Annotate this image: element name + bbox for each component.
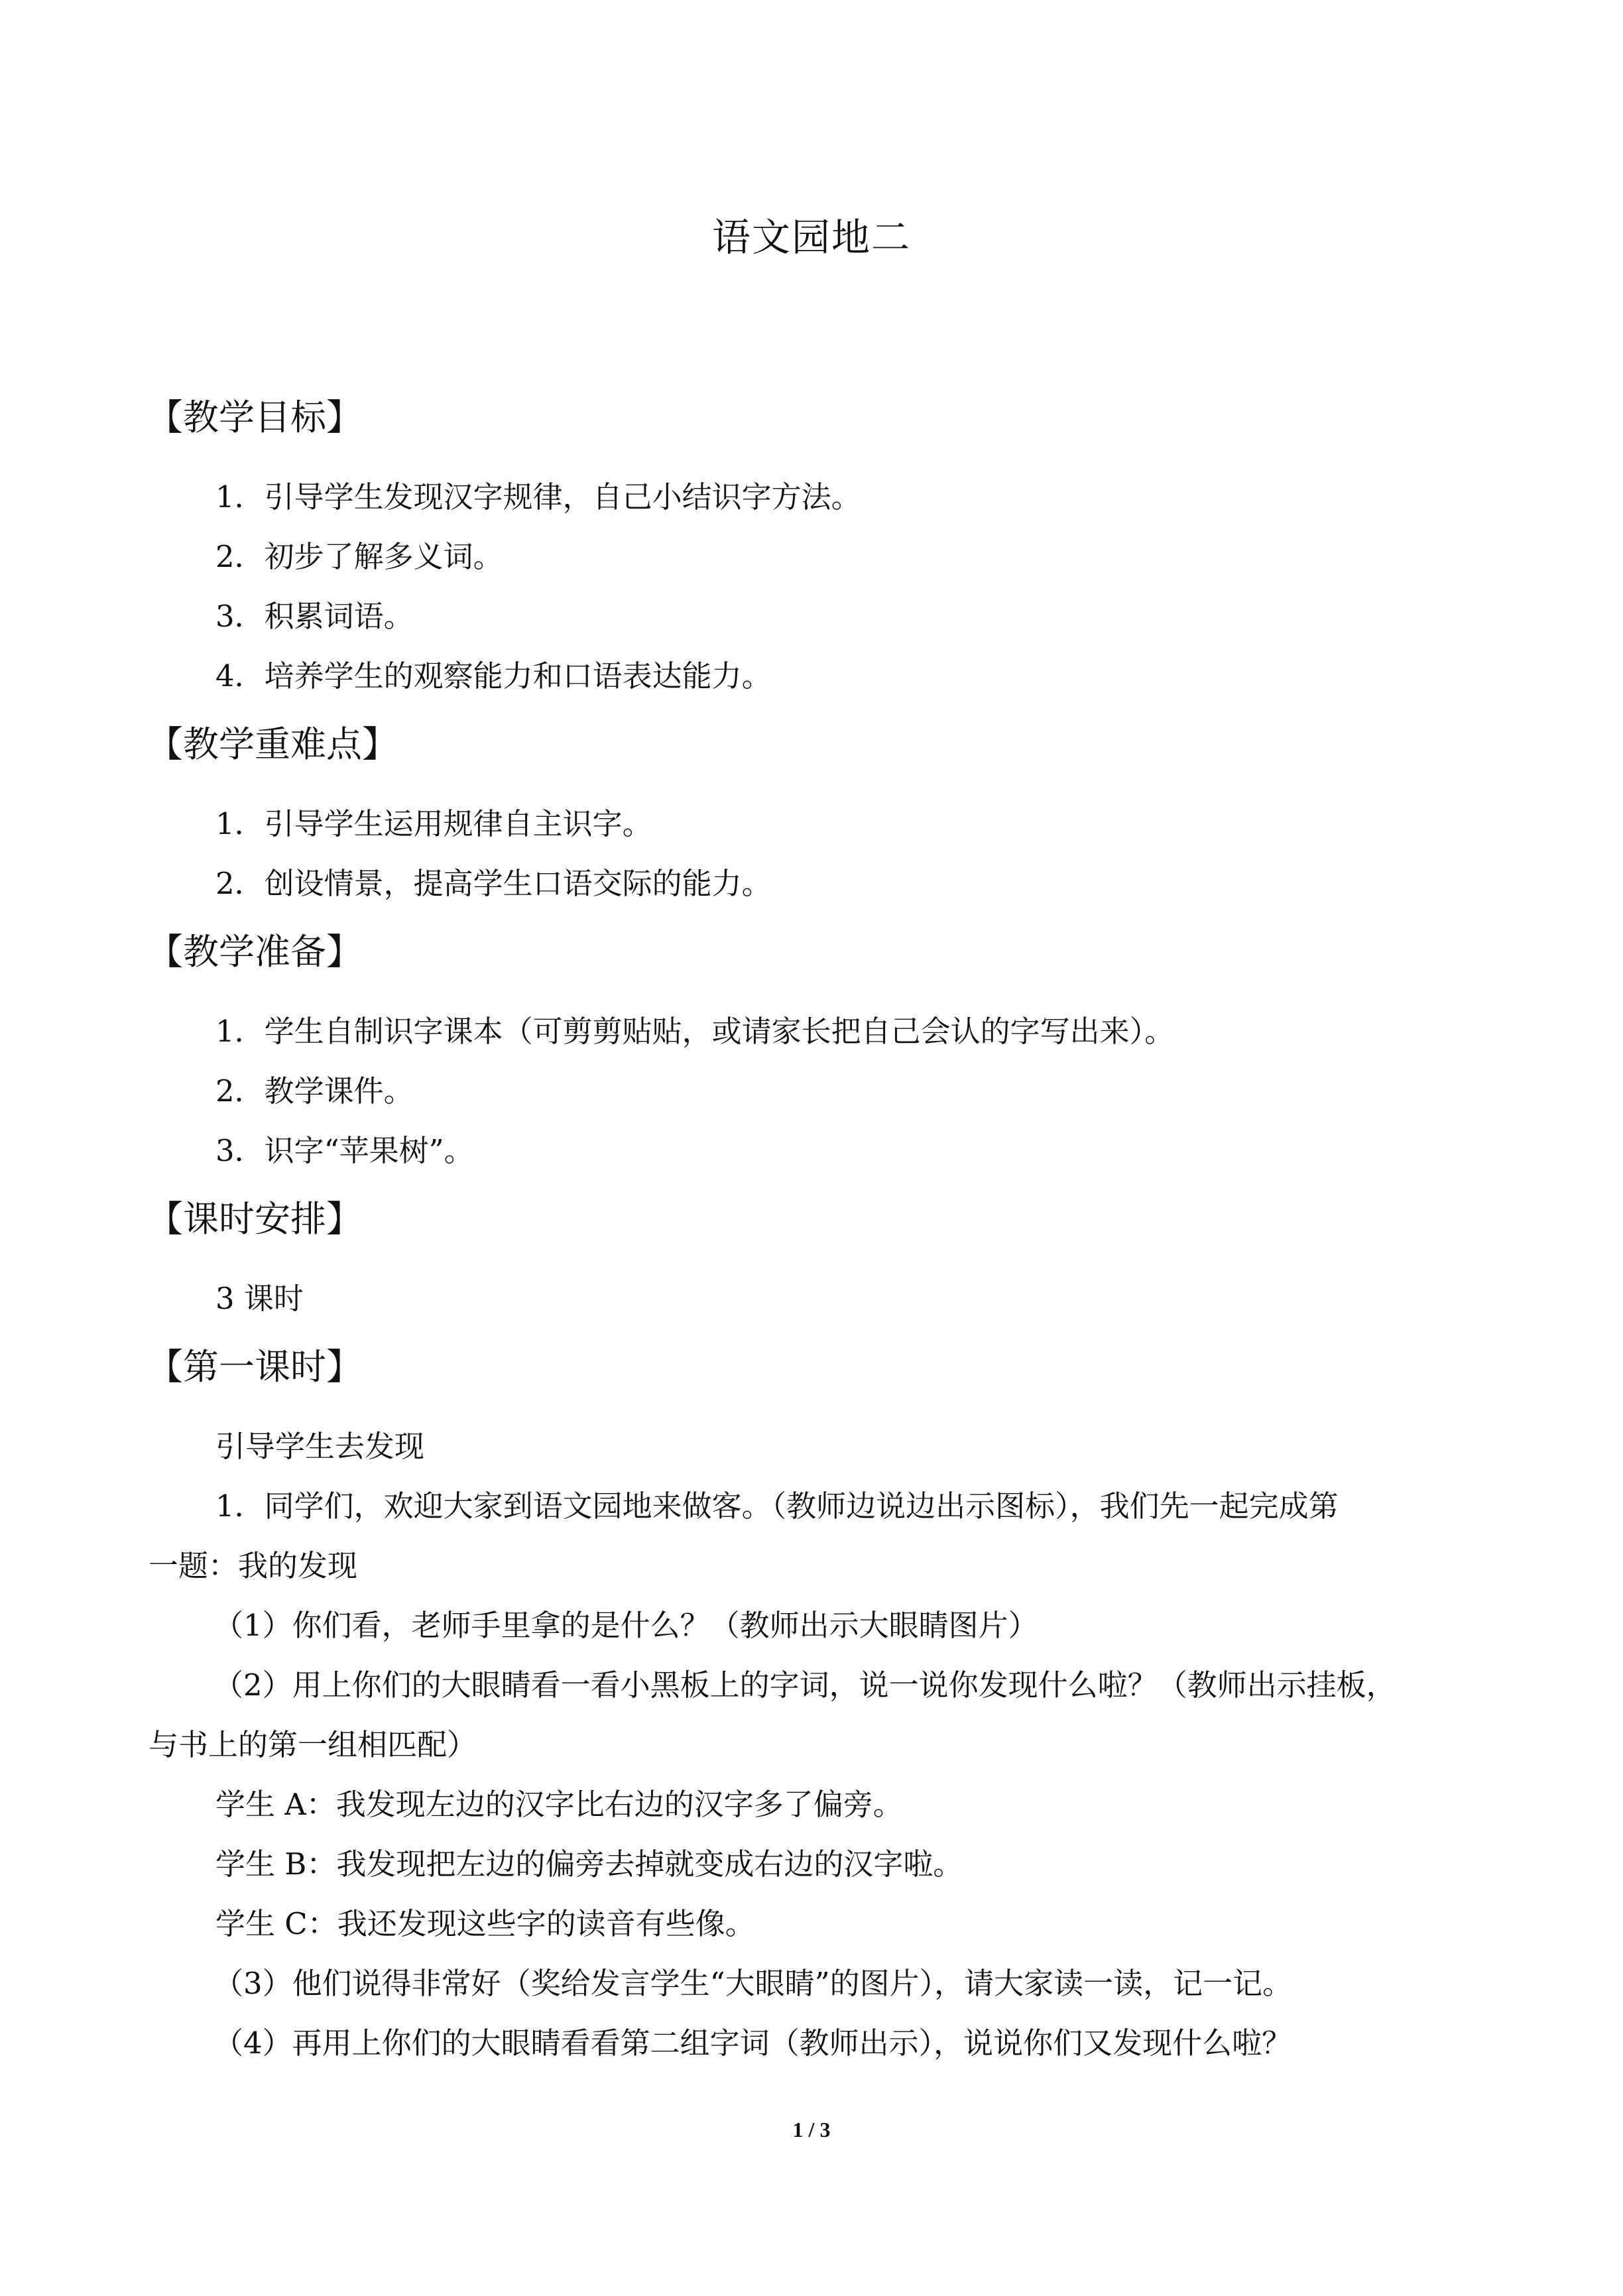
lesson-paragraph: （4）再用上你们的大眼睛看看第二组字词（教师出示），说说你们又发现什么啦？ (213, 2025, 1292, 2061)
page-title: 语文园地二 (711, 215, 911, 260)
lesson-paragraph: 学生 A：我发现左边的汉字比右边的汉字多了偏旁。 (215, 1787, 903, 1822)
goal-item: 1．引导学生发现汉字规律，自己小结识字方法。 (215, 479, 861, 514)
prep-item: 1．学生自制识字课本（可剪剪贴贴，或请家长把自己会认的字写出来）。 (215, 1014, 1175, 1049)
keypoint-item: 1．引导学生运用规律自主识字。 (215, 806, 652, 841)
lesson-paragraph: 学生 B：我发现把左边的偏旁去掉就变成右边的汉字啦。 (215, 1846, 963, 1882)
section-heading-first-lesson: 【第一课时】 (147, 1346, 362, 1388)
lesson-paragraph: 与书上的第一组相匹配） (149, 1727, 477, 1762)
section-heading-prep: 【教学准备】 (147, 931, 362, 973)
section-heading-schedule: 【课时安排】 (147, 1198, 362, 1240)
goal-item: 4．培养学生的观察能力和口语表达能力。 (215, 658, 772, 694)
lesson-paragraph: （2）用上你们的大眼睛看一看小黑板上的字词，说一说你发现什么啦？（教师出示挂板， (213, 1667, 1396, 1703)
lesson-paragraph: 一题：我的发现 (149, 1548, 358, 1583)
lesson-paragraph: （1）你们看，老师手里拿的是什么？（教师出示大眼睛图片） (213, 1608, 1038, 1643)
goal-item: 2．初步了解多义词。 (215, 539, 503, 574)
page-number: 1 / 3 (792, 2118, 831, 2142)
prep-item: 3．识字“苹果树”。 (215, 1133, 474, 1168)
goal-item: 3．积累词语。 (215, 599, 414, 634)
lesson-paragraph: 学生 C：我还发现这些字的读音有些像。 (215, 1906, 755, 1941)
section-heading-goals: 【教学目标】 (147, 396, 362, 438)
lesson-paragraph: 1．同学们，欢迎大家到语文园地来做客。（教师边说边出示图标），我们先一起完成第 (215, 1488, 1339, 1524)
section-heading-keypoints: 【教学重难点】 (147, 723, 398, 765)
keypoint-item: 2．创设情景，提高学生口语交际的能力。 (215, 866, 772, 901)
prep-item: 2．教学课件。 (215, 1073, 414, 1109)
schedule-text: 3 课时 (215, 1281, 304, 1316)
lesson-paragraph: （3）他们说得非常好（奖给发言学生“大眼睛”的图片），请大家读一读，记一记。 (213, 1966, 1293, 2001)
lesson-subheading: 引导学生去发现 (215, 1429, 425, 1464)
